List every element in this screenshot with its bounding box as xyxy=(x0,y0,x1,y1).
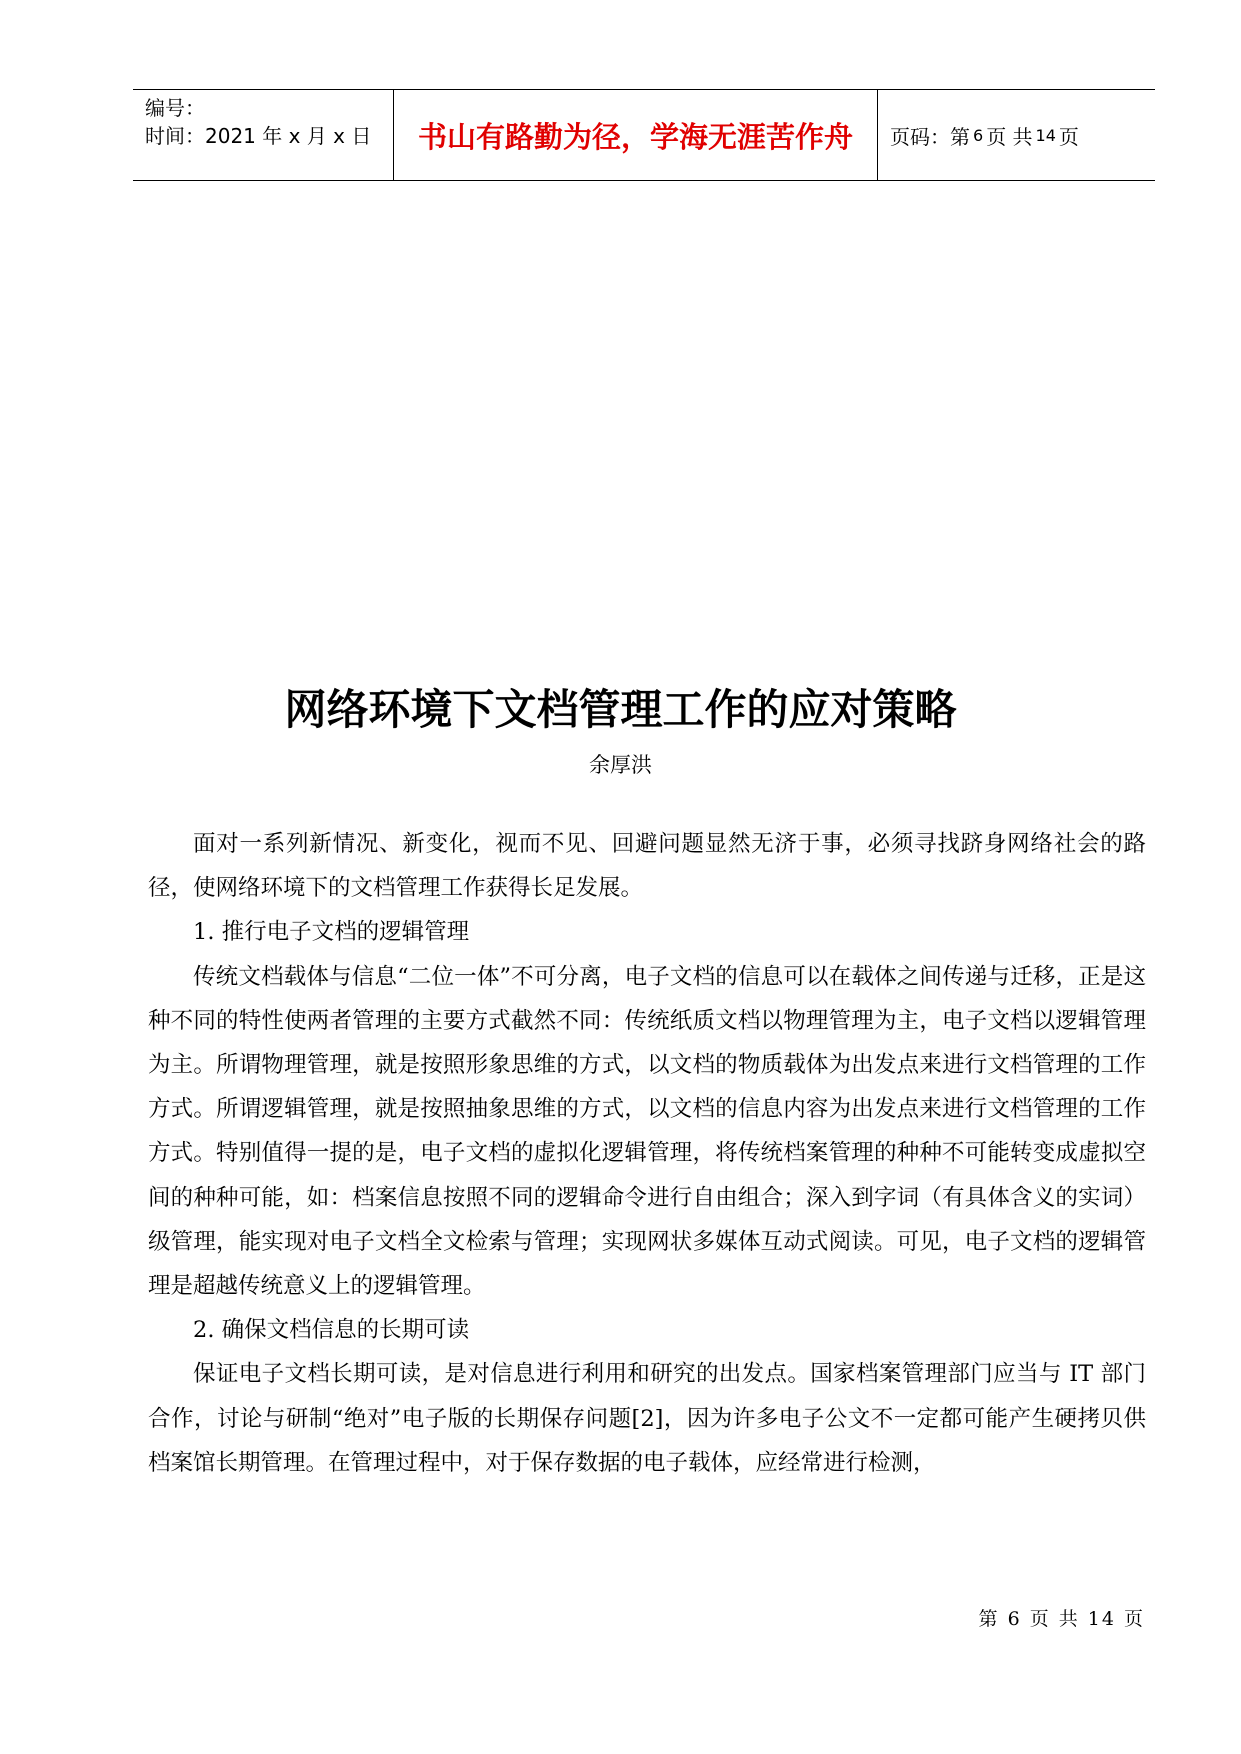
section-heading-1: 1. 推行电子文档的逻辑管理 xyxy=(193,919,470,946)
document-author: 余厚洪 xyxy=(589,753,652,777)
page-mid: 页 共 xyxy=(986,124,1033,149)
header-motto-cell xyxy=(394,90,878,180)
page-current: 6 xyxy=(973,125,984,145)
header-page-cell xyxy=(878,90,1155,180)
page-footer: 第 6 页 共 14 页 xyxy=(978,1608,1145,1630)
paragraph-section-1: 传统文档载体与信息“二位一体”不可分离，电子文档的信息可以在载体之间传递与迁移，正是这种不同的特性使两者管理的主要方式截然不同：传统纸质文档以物理管理为主，电子文档以逻辑管理为主。所谓物理管理，就是按照形象思维的方式，以文档的物质载体为出发点来进行文档管理的工作方式。所谓逻辑管理，就是按照抽象思维的方式，以文档的信息内容为出发点来进行文档管理的工作方式。特别值得一提的是，电子文档的虚拟化逻辑管理，将传统档案管理的种种不可能转变成虚拟空间的种种可能，如：档案信息按照不同的逻辑命令进行自由组合；深入到字词（有具体含义的实词）级管理，能实现对电子文档全文检索与管理；实现网状多媒体互动式阅读。可见，电子文档的逻辑管理是超越传统意义上的逻辑管理。 xyxy=(148,963,1146,1300)
section-heading-2: 2. 确保文档信息的长期可读 xyxy=(193,1317,470,1344)
page-suffix: 页 xyxy=(1058,124,1079,149)
document-header xyxy=(133,89,1155,181)
page-total: 14 xyxy=(1035,125,1056,145)
document-title: 网络环境下文档管理工作的应对策略 xyxy=(284,685,957,734)
header-meta-cell xyxy=(133,90,394,180)
document-time-label: 时间：2021 年 x 月 x 日 xyxy=(145,124,372,148)
paragraph-intro: 面对一系列新情况、新变化，视而不见、回避问题显然无济于事，必须寻找跻身网络社会的路径，使网络环境下的文档管理工作获得长足发展。 xyxy=(148,831,1146,902)
page-prefix: 页码：第 xyxy=(890,124,970,149)
document-number-label: 编号： xyxy=(145,96,205,120)
document-body xyxy=(148,822,1146,1485)
paragraph-section-2: 保证电子文档长期可读，是对信息进行利用和研究的出发点。国家档案管理部门应当与 IT 部门合作，讨论与研制“绝对”电子版的长期保存问题[2]，因为许多电子公文不一定都可能产生硬拷贝供档案馆长期管理。在管理过程中，对于保存数据的电子载体，应经常进行检测， xyxy=(148,1361,1146,1476)
header-motto: 书山有路勤为径，学海无涯苦作舟 xyxy=(417,119,853,154)
